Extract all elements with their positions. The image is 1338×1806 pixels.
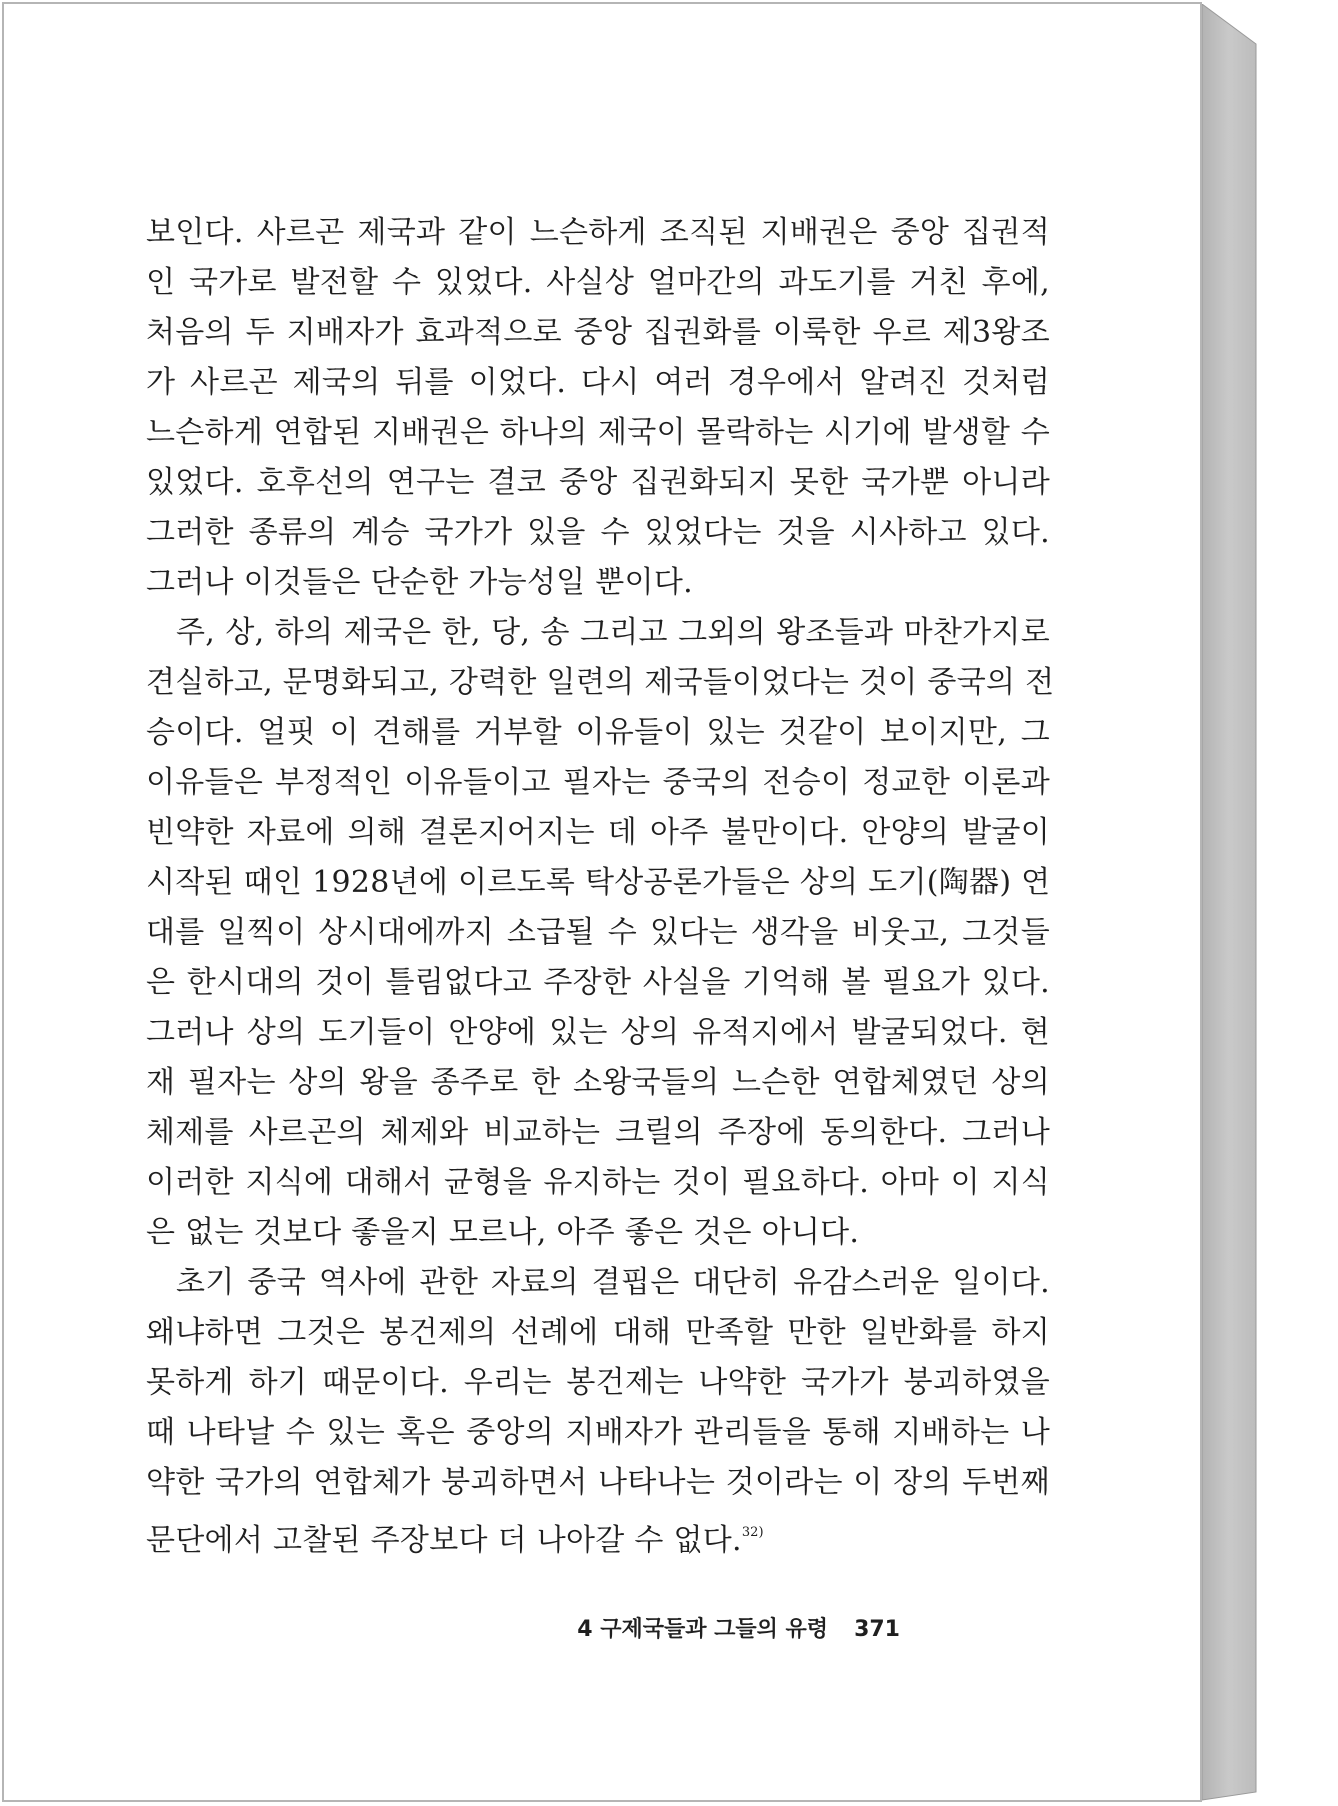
paragraph-1 [146, 208, 1050, 608]
page-footer [577, 1612, 900, 1643]
text-line: 승이다. 얼핏 이 견해를 거부할 이유들이 있는 것같이 보이지만, 그 [146, 715, 1050, 750]
text-line [146, 1508, 1050, 1558]
text-line: 시작된 때인 1928년에 이르도록 탁상공론가들은 상의 도기(陶器) 연 [146, 865, 1051, 900]
text-line: 그러한 종류의 계승 국가가 있을 수 있었다는 것을 시사하고 있다. [146, 515, 1050, 550]
text-line: 주, 상, 하의 제국은 한, 당, 송 그리고 그외의 왕조들과 마찬가지로 [176, 615, 1050, 650]
text-line: 이러한 지식에 대해서 균형을 유지하는 것이 필요하다. 아마 이 지식 [146, 1165, 1050, 1200]
text-line: 인 국가로 발전할 수 있었다. 사실상 얼마간의 과도기를 거친 후에, [146, 265, 1050, 300]
text-line-content: 문단에서 고찰된 주장보다 더 나아갈 수 없다. [146, 1523, 742, 1558]
text-line: 때 나타날 수 있는 혹은 중앙의 지배자가 관리들을 통해 지배하는 나 [146, 1415, 1050, 1450]
text-line: 재 필자는 상의 왕을 종주로 한 소왕국들의 느슨한 연합체였던 상의 [146, 1065, 1050, 1100]
footnote-marker[interactable]: 32) [741, 1525, 764, 1540]
text-line: 느슨하게 연합된 지배권은 하나의 제국이 몰락하는 시기에 발생할 수 [146, 415, 1050, 450]
text-line: 체제를 사르곤의 체제와 비교하는 크릴의 주장에 동의한다. 그러나 [146, 1115, 1050, 1150]
text-line: 이유들은 부정적인 이유들이고 필자는 중국의 전승이 정교한 이론과 [146, 765, 1050, 800]
paragraph-3 [146, 1258, 1050, 1558]
text-line: 견실하고, 문명화되고, 강력한 일련의 제국들이었다는 것이 중국의 전 [146, 665, 1055, 700]
book-edge-shape [1202, 4, 1258, 1802]
text-line: 빈약한 자료에 의해 결론지어지는 데 아주 불만이다. 안양의 발굴이 [146, 815, 1050, 850]
page-number: 371 [854, 1617, 900, 1642]
text-line: 은 한시대의 것이 틀림없다고 주장한 사실을 기억해 볼 필요가 있다. [146, 965, 1050, 1000]
text-line: 왜냐하면 그것은 봉건제의 선례에 대해 만족할 만한 일반화를 하지 [146, 1315, 1050, 1350]
text-line: 못하게 하기 때문이다. 우리는 봉건제는 나약한 국가가 붕괴하였을 [146, 1365, 1050, 1400]
text-line: 가 사르곤 제국의 뒤를 이었다. 다시 여러 경우에서 알려진 것처럼 [146, 365, 1050, 400]
paragraph-2 [146, 608, 1055, 1258]
text-line: 있었다. 호후선의 연구는 결코 중앙 집권화되지 못한 국가뿐 아니라 [146, 465, 1050, 500]
text-line: 그러나 이것들은 단순한 가능성일 뿐이다. [146, 565, 693, 600]
book-edge-3d [1202, 4, 1258, 1802]
text-line: 대를 일찍이 상시대에까지 소급될 수 있다는 생각을 비웃고, 그것들 [146, 915, 1050, 950]
text-line: 그러나 상의 도기들이 안양에 있는 상의 유적지에서 발굴되었다. 현 [146, 1015, 1050, 1050]
running-chapter-title: 4 구제국들과 그들의 유령 [577, 1617, 829, 1642]
text-line: 은 없는 것보다 좋을지 모르나, 아주 좋은 것은 아니다. [146, 1215, 860, 1250]
book-page [2, 2, 1202, 1802]
text-line: 처음의 두 지배자가 효과적으로 중앙 집권화를 이룩한 우르 제3왕조 [146, 315, 1050, 350]
body-text [146, 208, 1055, 1558]
text-line: 약한 국가의 연합체가 붕괴하면서 나타나는 것이라는 이 장의 두번째 [146, 1465, 1050, 1500]
text-line: 보인다. 사르곤 제국과 같이 느슨하게 조직된 지배권은 중앙 집권적 [146, 215, 1050, 250]
text-line: 초기 중국 역사에 관한 자료의 결핍은 대단히 유감스러운 일이다. [176, 1265, 1050, 1300]
